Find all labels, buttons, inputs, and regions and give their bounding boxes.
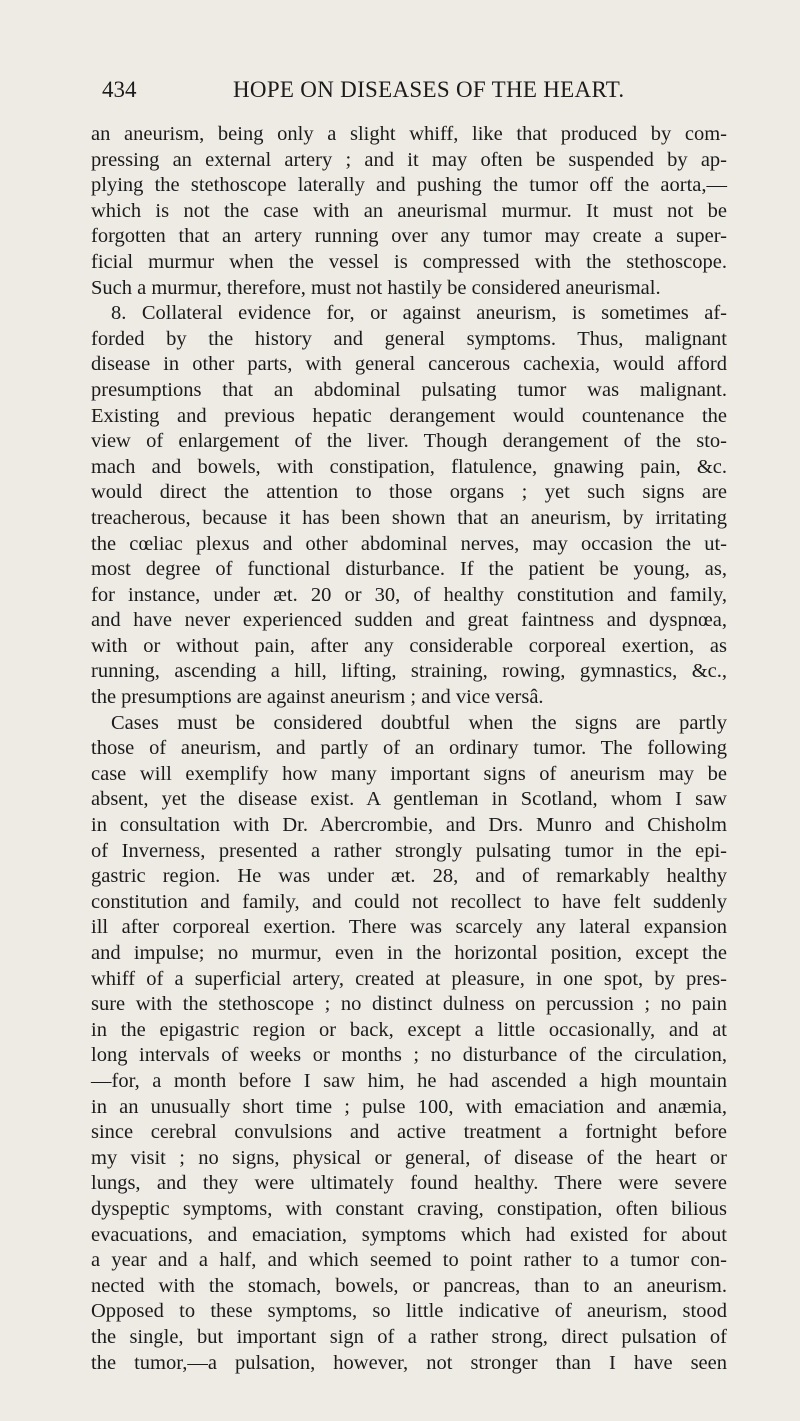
text-line: case will exemplify how many important signs of aneurism may be — [91, 762, 727, 785]
text-line: and have never experienced sudden and great faintness and dyspnœa, — [91, 609, 727, 632]
text-line: dyspeptic symptoms, with constant craving, constipation, often bilious — [91, 1197, 727, 1220]
text-line: —for, a month before I saw him, he had ascended a high mountain — [91, 1069, 727, 1092]
body-text — [91, 122, 727, 1376]
text-line: in consultation with Dr. Abercrombie, and Drs. Munro and Chisholm — [91, 814, 727, 837]
text-line: Existing and previous hepatic derangement would countenance the — [91, 404, 727, 427]
text-line: for instance, under æt. 20 or 30, of healthy constitution and family, — [91, 583, 727, 606]
text-line: treacherous, because it has been shown that an aneurism, by irritating — [91, 506, 727, 529]
text-line: disease in other parts, with general cancerous cachexia, would afford — [91, 353, 727, 376]
text-line: Opposed to these symptoms, so little indicative of aneurism, stood — [91, 1300, 727, 1323]
running-title: HOPE ON DISEASES OF THE HEART. — [233, 77, 625, 102]
text-line: Such a murmur, therefore, must not hastily be considered aneurismal. — [91, 276, 661, 299]
text-line: Cases must be considered doubtful when the signs are partly — [111, 711, 727, 734]
text-line: lungs, and they were ultimately found healthy. There were severe — [91, 1172, 727, 1195]
text-line: which is not the case with an aneurismal murmur. It must not be — [91, 199, 727, 222]
text-line: and impulse; no murmur, even in the horizontal position, except the — [91, 942, 727, 964]
text-line: evacuations, and emaciation, symptoms which had existed for about — [91, 1223, 727, 1246]
text-line: since cerebral convulsions and active treatment a fortnight before — [91, 1121, 727, 1144]
text-line: the tumor,—a pulsation, however, not stronger than I have seen — [91, 1351, 727, 1374]
text-line: absent, yet the disease exist. A gentleman in Scotland, whom I saw — [91, 788, 727, 811]
text-line: the cœliac plexus and other abdominal nerves, may occasion the ut- — [91, 532, 727, 555]
text-line: ill after corporeal exertion. There was scarcely any lateral expansion — [91, 916, 727, 939]
text-line: long intervals of weeks or months ; no disturbance of the circulation, — [91, 1044, 727, 1067]
text-line: plying the stethoscope laterally and pushing the tumor off the aorta,— — [91, 174, 727, 197]
text-line: ficial murmur when the vessel is compressed with the stethoscope. — [91, 250, 727, 273]
text-line: running, ascending a hill, lifting, straining, rowing, gymnastics, &c., — [91, 660, 727, 683]
text-line: in the epigastric region or back, except a little occasionally, and at — [91, 1018, 727, 1041]
text-line: sure with the stethoscope ; no distinct dulness on percussion ; no pain — [91, 993, 727, 1016]
text-line: mach and bowels, with constipation, flatulence, gnawing pain, &c. — [91, 455, 727, 478]
text-line: in an unusually short time ; pulse 100, with emaciation and anæmia, — [91, 1095, 727, 1118]
text-line: of Inverness, presented a rather strongly pulsating tumor in the epi- — [91, 839, 727, 862]
text-line: an aneurism, being only a slight whiff, like that produced by com- — [91, 123, 727, 145]
text-line: presumptions that an abdominal pulsating tumor was malignant. — [91, 378, 727, 401]
text-line: a year and a half, and which seemed to point rather to a tumor con- — [91, 1249, 727, 1272]
text-line: forgotten that an artery running over any tumor may create a super- — [91, 225, 727, 248]
text-line: my visit ; no signs, physical or general, of disease of the heart or — [91, 1146, 727, 1169]
text-line: those of aneurism, and partly of an ordinary tumor. The following — [91, 737, 727, 760]
text-line: with or without pain, after any considerable corporeal exertion, as — [91, 634, 727, 657]
page-number: 434 — [102, 77, 137, 102]
text-line: the presumptions are against aneurism ; and vice versâ. — [91, 686, 544, 709]
text-line: whiff of a superficial artery, created at pleasure, in one spot, by pres- — [91, 967, 727, 990]
text-line: pressing an external artery ; and it may often be suspended by ap- — [91, 148, 727, 171]
text-line: forded by the history and general symptoms. Thus, malignant — [91, 327, 727, 350]
text-line: view of enlargement of the liver. Though derangement of the sto- — [91, 430, 727, 453]
text-line: the single, but important sign of a rather strong, direct pulsation of — [91, 1325, 727, 1348]
text-line: gastric region. He was under æt. 28, and of remarkably healthy — [91, 865, 727, 888]
text-line: nected with the stomach, bowels, or pancreas, than to an aneurism. — [91, 1274, 727, 1297]
text-line: would direct the attention to those organs ; yet such signs are — [91, 481, 727, 504]
text-line: constitution and family, and could not recollect to have felt suddenly — [91, 890, 727, 913]
text-line: most degree of functional disturbance. If the patient be young, as, — [91, 558, 727, 581]
text-line: 8. Collateral evidence for, or against aneurism, is sometimes af- — [111, 302, 727, 325]
